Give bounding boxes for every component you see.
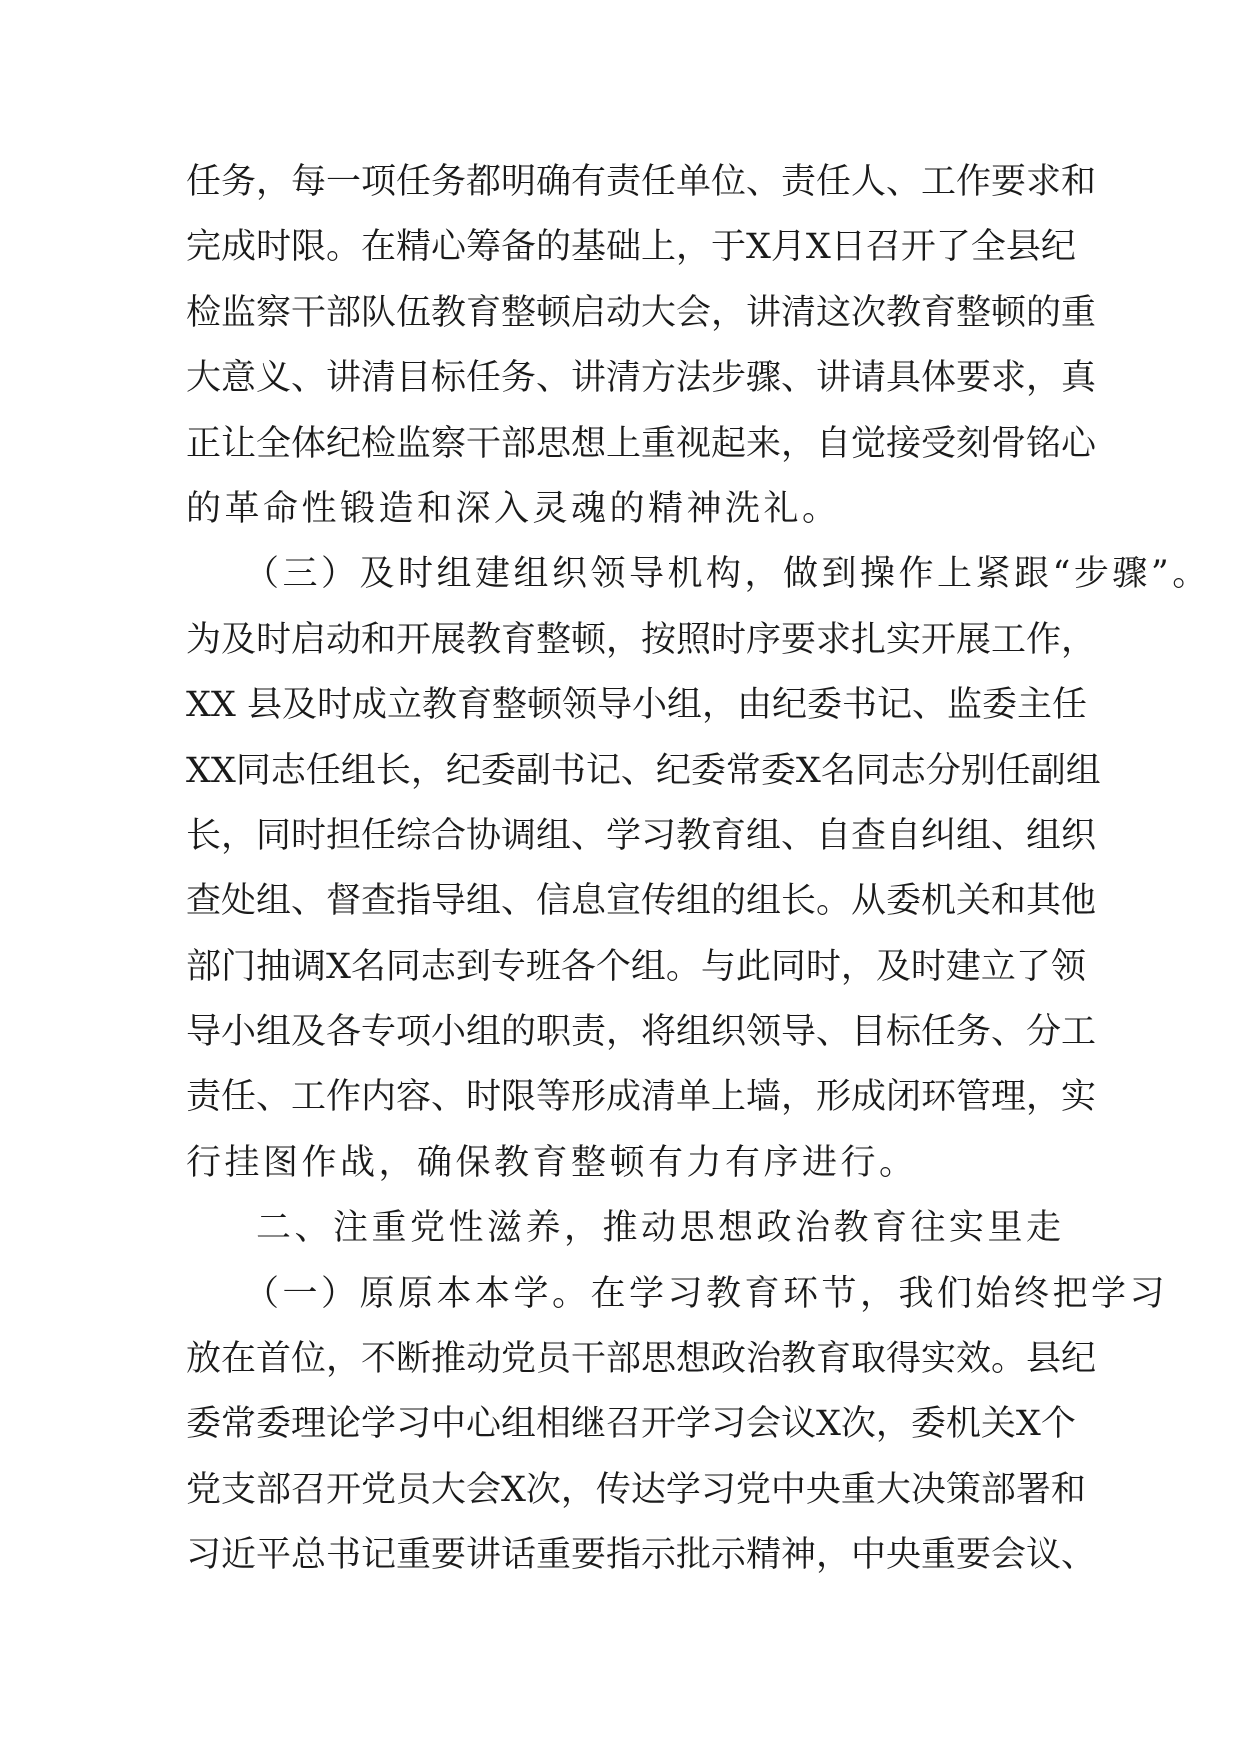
text-line: XX 县及时成立教育整顿领导小组，由纪委书记、监委主任 [186,685,1087,726]
text-line: 的革命性锻造和深入灵魂的精神洗礼。 [186,488,841,529]
text-line: 部门抽调X名同志到专班各个组。与此同时，及时建立了领 [186,946,1086,987]
text-line: 任务，每一项任务都明确有责任单位、责任人、工作要求和 [186,162,1097,202]
document-body [186,150,1211,1589]
section-subheading: （一）原原本本学。在学习教育环节，我们始终把学习 [244,1273,1169,1314]
text-line: 检监察干部队伍教育整顿启动大会，讲清这次教育整顿的重 [186,292,1097,333]
text-line: 党支部召开党员大会X次，传达学习党中央重大决策部署和 [186,1469,1086,1510]
text-line: 完成时限。在精心筹备的基础上，于X月X日召开了全县纪 [186,227,1076,268]
text-line: 习近平总书记重要讲话重要指示批示精神，中央重要会议、 [186,1535,1097,1576]
text-line: 放在首位，不断推动党员干部思想政治教育取得实效。县纪 [186,1339,1097,1380]
text-line: 行挂图作战，确保教育整顿有力有序进行。 [186,1142,918,1183]
text-line: 正让全体纪检监察干部思想上重视起来，自觉接受刻骨铭心 [186,423,1097,464]
text-line: 长，同时担任综合协调组、学习教育组、自查自纠组、组织 [186,815,1097,856]
text-line: 查处组、督查指导组、信息宣传组的组长。从委机关和其他 [186,881,1097,922]
section-heading: 二、注重党性滋养，推动思想政治教育往实里走 [256,1208,1065,1249]
text-line: 大意义、讲清目标任务、讲清方法步骤、讲请具体要求，真 [186,358,1097,399]
text-line: 导小组及各专项小组的职责，将组织领导、目标任务、分工 [186,1012,1097,1053]
text-line: XX同志任组长，纪委副书记、纪委常委X名同志分别任副组 [186,750,1101,791]
text-line: 责任、工作内容、时限等形成清单上墙，形成闭环管理，实 [186,1077,1097,1118]
text-line: 为及时启动和开展教育整顿，按照时序要求扎实开展工作， [186,619,1097,660]
text-line: 委常委理论学习中心组相继召开学习会议X次，委机关X个 [186,1404,1076,1445]
section-subheading: （三）及时组建组织领导机构，做到操作上紧跟“步骤”。 [244,554,1211,595]
